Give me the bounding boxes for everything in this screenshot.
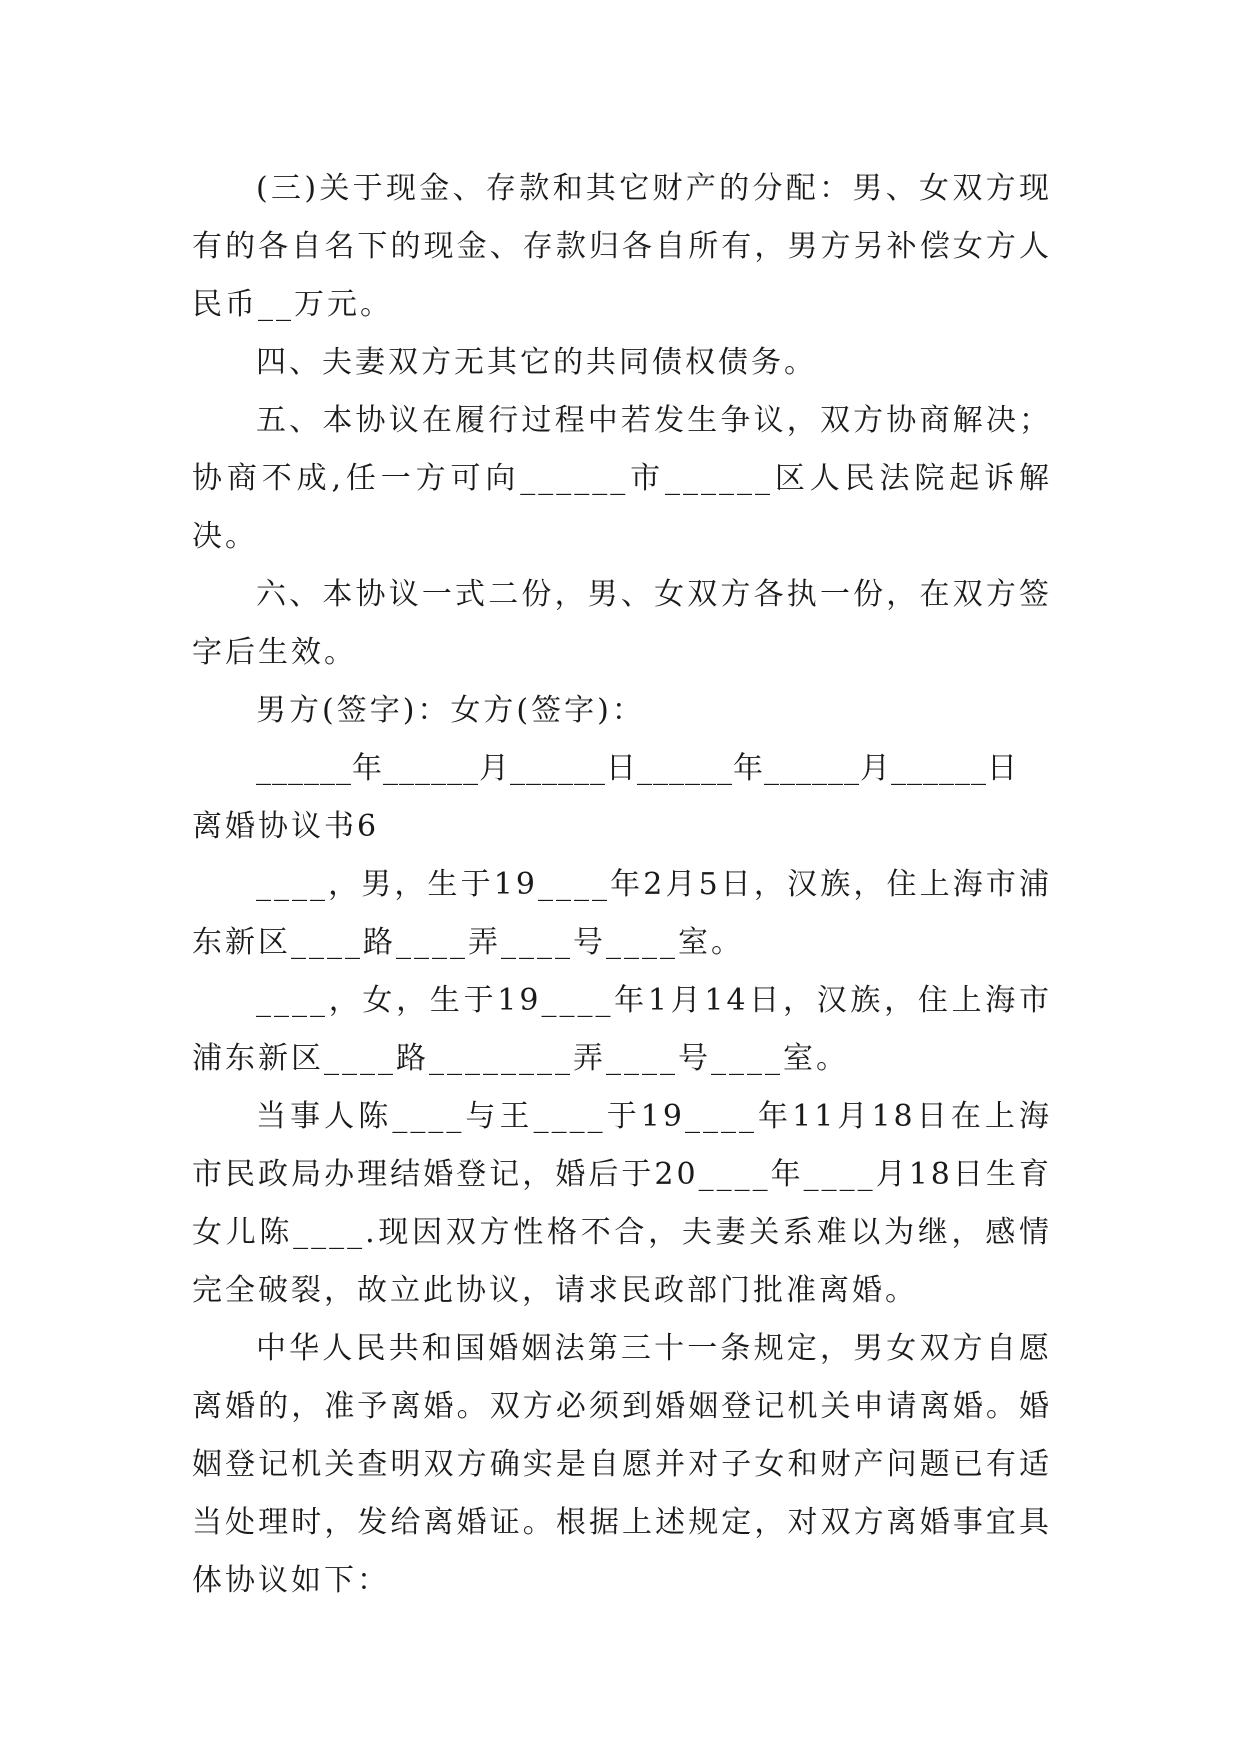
paragraph-no-debts: 四、夫妻双方无其它的共同债权债务。	[256, 345, 817, 380]
paragraph-cash-deposits: (三)关于现金、存款和其它财产的分配：男、女双方现有的各自名下的现金、存款归各自所有，男方另补偿女方人民币__万元。	[192, 171, 1052, 322]
paragraph-male-party: ____，男，生于19____年2月5日，汉族，住上海市浦东新区____路____弄____号____室。	[192, 867, 1052, 960]
paragraph-marriage-background: 当事人陈____与王____于19____年11月18日在上海市民政局办理结婚登记，婚后于20____年____月18日生育女儿陈____.现因双方性格不合，夫妻关系难以为继，感情完全破裂，故立此协议，请求民政部门批准离婚。	[192, 1099, 1052, 1308]
paragraph-copies-effective: 六、本协议一式二份，男、女双方各执一份，在双方签字后生效。	[192, 577, 1052, 670]
paragraph-legal-basis: 中华人民共和国婚姻法第三十一条规定，男女双方自愿离婚的，准予离婚。双方必须到婚姻登记机关申请离婚。婚姻登记机关查明双方确实是自愿并对子女和财产问题已有适当处理时，发给离婚证。根据上述规定，对双方离婚事宜具体协议如下：	[192, 1331, 1052, 1598]
paragraph-dispute-resolution: 五、本协议在履行过程中若发生争议，双方协商解决；协商不成,任一方可向______市______区人民法院起诉解决。	[192, 403, 1052, 554]
document-body	[192, 160, 1052, 1610]
paragraph-signatures: 男方(签字)：女方(签字)：	[256, 693, 645, 728]
paragraph-female-party: ____，女，生于19____年1月14日，汉族，住上海市浦东新区____路________弄____号____室。	[192, 983, 1052, 1076]
section-heading: 离婚协议书6	[192, 809, 380, 844]
paragraph-dates: ______年______月______日______年______月______日	[256, 751, 1018, 786]
